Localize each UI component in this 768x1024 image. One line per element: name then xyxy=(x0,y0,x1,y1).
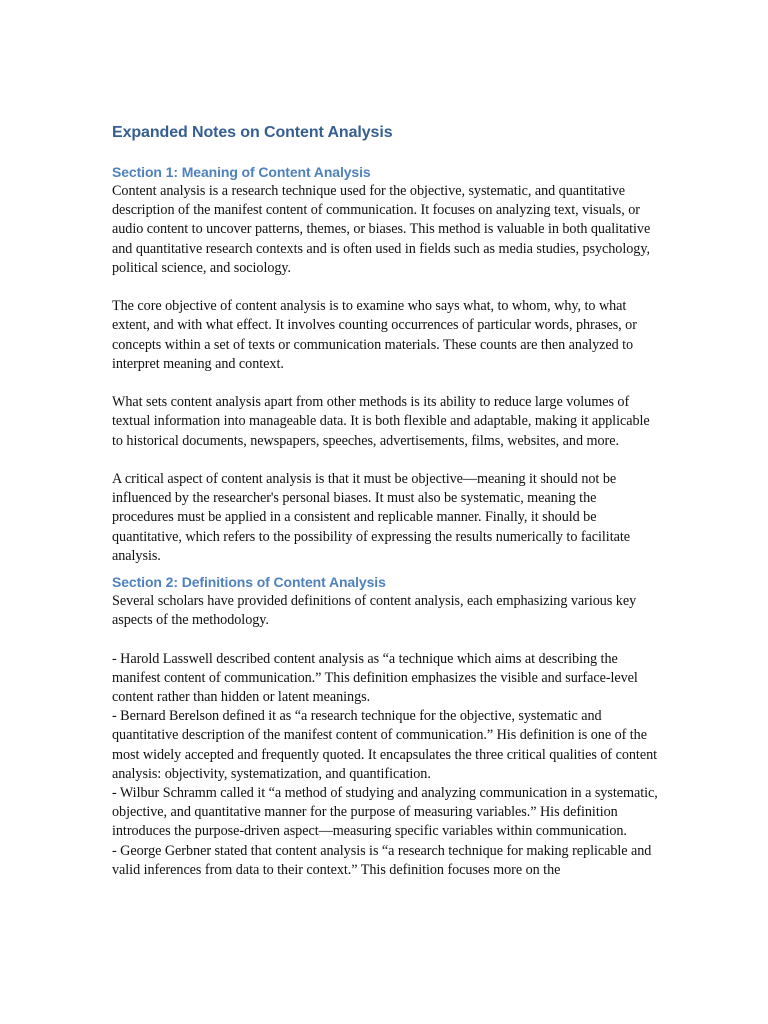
section-2-heading: Section 2: Definitions of Content Analysis xyxy=(112,574,386,591)
definition-item-schramm: - Wilbur Schramm called it “a method of studying and analyzing communication in a systematic, objective, and quantitative manner for the purpose of measuring variables.” His definition introduces the purpose-driven aspect—measuring specific variables within communication. xyxy=(112,785,658,840)
paragraph-spacer xyxy=(112,374,660,393)
document-title: Expanded Notes on Content Analysis xyxy=(112,124,393,141)
section-1-paragraph-1: Content analysis is a research technique used for the objective, systematic, and quantitative description of the manifest content of communication. It focuses on analyzing text, visuals, or audio content to uncover patterns, themes, or biases. This method is valuable in both qualitative and quantitative research contexts and is often used in fields such as media studies, psychology, political science, and sociology. xyxy=(112,183,651,276)
section-1-heading: Section 1: Meaning of Content Analysis xyxy=(112,164,371,180)
paragraph-spacer xyxy=(112,451,660,470)
section-1-paragraph-3: What sets content analysis apart from other methods is its ability to reduce large volumes of textual information into manageable data. It is both flexible and adaptable, making it applicable to historical documents, newspapers, speeches, advertisements, films, websites, and more. xyxy=(112,394,650,449)
definition-item-gerbner: - George Gerbner stated that content analysis is “a research technique for making replicable and valid inferences from data to their context.” This definition focuses more on the xyxy=(112,842,652,878)
paragraph-spacer xyxy=(112,278,660,297)
definition-item-berelson: - Bernard Berelson defined it as “a research technique for the objective, systematic and quantitative description of the manifest content of communication.” His definition is one of the most widely accepted and frequently quoted. It encapsulates the three critical qualities of content analysis: objectivity, systematization, and quantification. xyxy=(112,708,658,782)
section-2-intro: Several scholars have provided definitions of content analysis, each emphasizing various key aspects of the methodology. xyxy=(112,593,637,629)
section-1-paragraph-2: The core objective of content analysis is to examine who says what, to whom, why, to what extent, and with what effect. It involves counting occurrences of particular words, phrases, or concepts within a set of texts or communication materials. These counts are then analyzed to interpret meaning and context. xyxy=(112,298,637,372)
paragraph-spacer xyxy=(112,630,660,649)
definition-item-lasswell: - Harold Lasswell described content analysis as “a technique which aims at describing the manifest content of communication.” This definition emphasizes the visible and surface-level content rather than hidden or latent meanings. xyxy=(112,650,638,706)
document-body xyxy=(112,122,660,880)
section-1-paragraph-4: A critical aspect of content analysis is that it must be objective—meaning it should not be influenced by the researcher's personal biases. It must also be systematic, meaning the procedures must be applied in a consistent and replicable manner. Finally, it should be quantitative, which refers to the possibility of expressing the results numerically to facilitate analysis. xyxy=(112,471,630,564)
